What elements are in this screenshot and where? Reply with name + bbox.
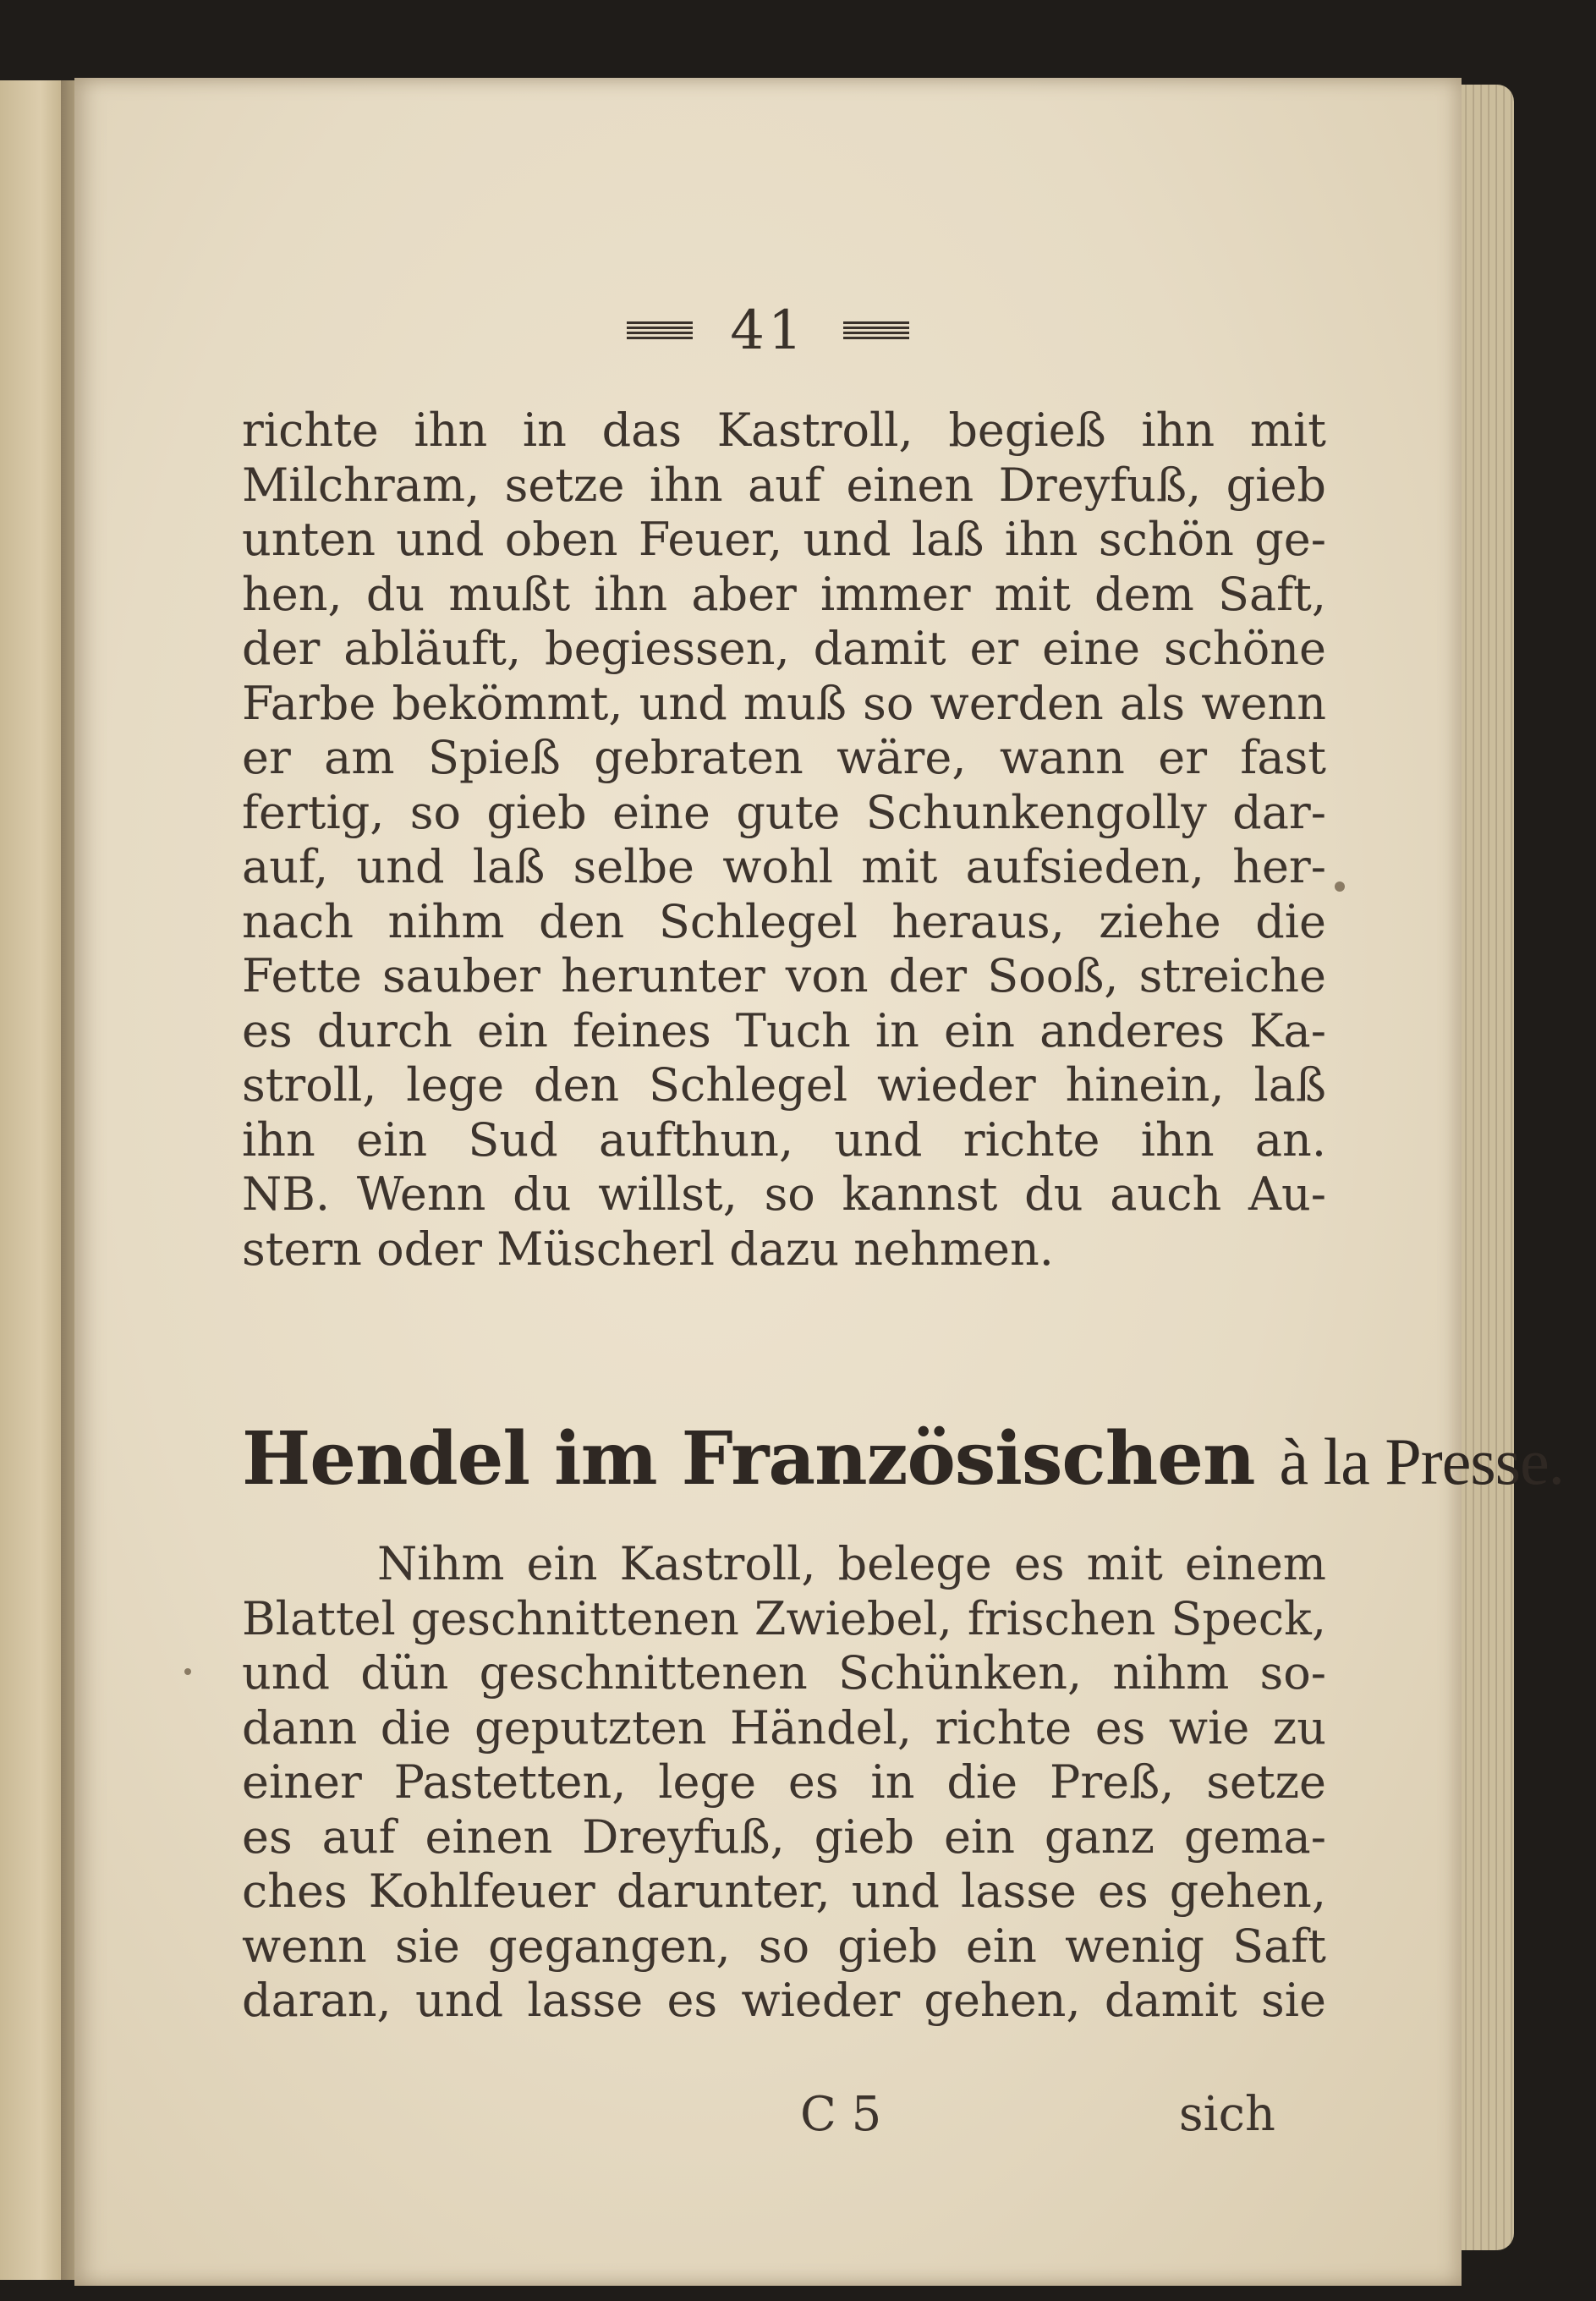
text-line: stern oder Müscherl dazu nehmen. — [242, 1222, 1054, 1276]
header-rule-right — [843, 321, 909, 340]
text-line: Nihm ein Kastroll, belege es mit einem — [377, 1537, 1326, 1590]
book-page — [74, 78, 1565, 2286]
text-line: Fette sauber herunter von der Sooß, streiche — [242, 949, 1326, 1002]
text-line: ches Kohlfeuer darunter, und lasse es gehen, — [242, 1864, 1326, 1918]
text-line: fertig, so gieb eine gute Schunkengolly dar- — [242, 785, 1326, 839]
text-line: dann die geputzten Händel, richte es wie zu — [242, 1700, 1326, 1755]
text-line: auf, und laß selbe wohl mit aufsieden, her- — [242, 840, 1326, 893]
paper-spot — [1335, 881, 1345, 892]
paragraph-1 — [242, 404, 1326, 1277]
text-line: und dün geschnittenen Schünken, nihm so- — [242, 1646, 1326, 1700]
text-line: Blattel geschnittenen Zwiebel, frischen Speck, — [242, 1591, 1326, 1645]
paragraph-2 — [242, 1537, 1326, 2029]
text-line: wenn sie gegangen, so gieb ein wenig Saft — [242, 1919, 1326, 1973]
text-line: Farbe bekömmt, und muß so werden als wenn — [242, 676, 1326, 730]
text-line: Milchram, setze ihn auf einen Dreyfuß, gieb — [242, 458, 1326, 512]
recipe-heading — [242, 1416, 1565, 1502]
text-line: es durch ein feines Tuch in ein anderes Ka- — [242, 1003, 1326, 1057]
text-line: richte ihn in das Kastroll, begieß ihn mit — [242, 404, 1326, 457]
page-number: 41 — [730, 299, 806, 362]
text-line: nach nihm den Schlegel heraus, ziehe die — [242, 894, 1326, 948]
text-line: der abläuft, begiessen, damit er eine schöne — [242, 622, 1326, 675]
text-line: es auf einen Dreyfuß, gieb ein ganz gema- — [242, 1809, 1326, 1864]
recipe-heading-latin: à la Presse. — [1279, 1425, 1565, 1498]
text-line: ihn ein Sud aufthun, und richte ihn an. — [242, 1112, 1326, 1167]
header-rule-left — [627, 321, 693, 340]
text-line: er am Spieß gebraten wäre, wann er fast — [242, 731, 1326, 784]
paper-spot — [184, 1668, 191, 1675]
text-line: daran, und lasse es wieder gehen, damit sie — [242, 1974, 1326, 2027]
signature-mark: C 5 — [800, 2087, 882, 2142]
text-line: einer Pastetten, lege es in die Preß, setze — [242, 1755, 1326, 1809]
text-line: unten und oben Feuer, und laß ihn schön ge- — [242, 513, 1326, 566]
text-line: NB. Wenn du willst, so kannst du auch Au- — [242, 1167, 1326, 1221]
text-line: hen, du mußt ihn aber immer mit dem Saft, — [242, 567, 1326, 621]
catchword: sich — [1178, 2087, 1275, 2142]
text-line: stroll, lege den Schlegel wieder hinein, laß — [242, 1058, 1326, 1112]
page-footer — [242, 2087, 1326, 2155]
recipe-heading-text: Hendel im Französischen — [242, 1416, 1255, 1502]
page-header — [74, 299, 1462, 376]
facing-page-edge — [0, 80, 68, 2280]
